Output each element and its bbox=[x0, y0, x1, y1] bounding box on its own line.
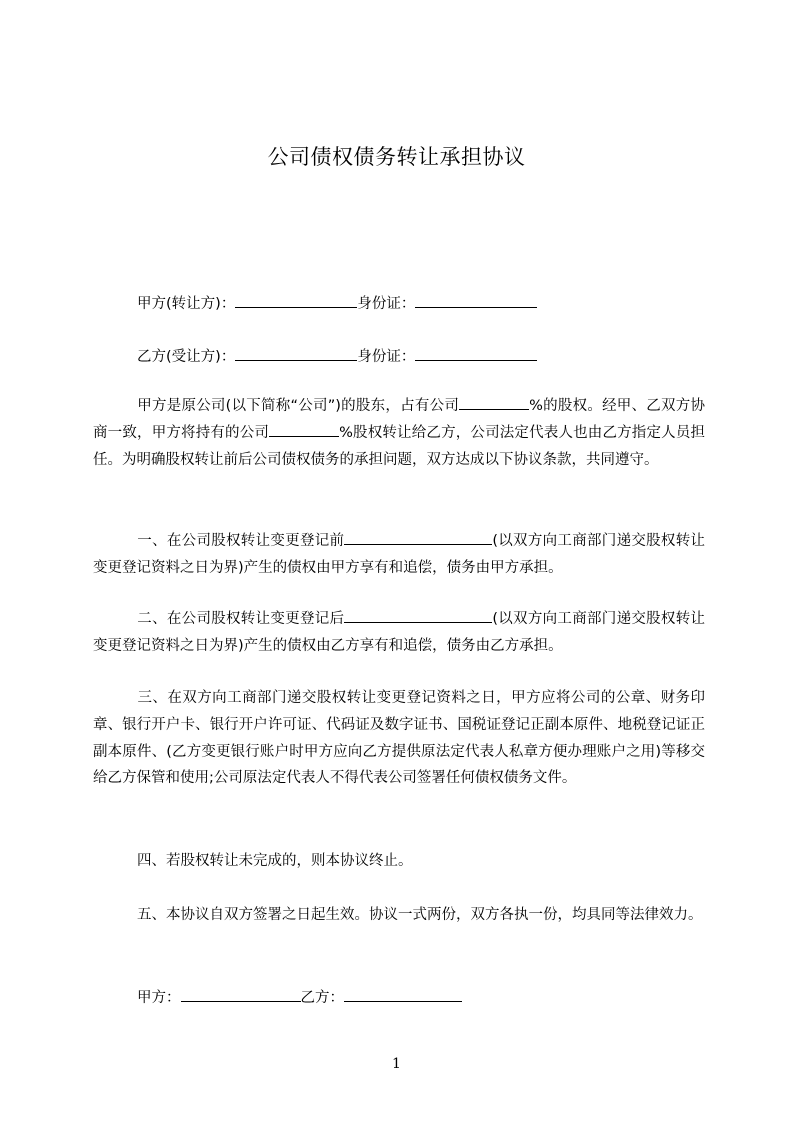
party-b-label: 乙方(受让方)： bbox=[137, 349, 236, 365]
preamble-paragraph: 甲方是原公司(以下简称“公司”)的股东，占有公司 %的股权。经甲、乙双方协商一致，甲方将持有的公司 %股权转让给乙方，公司法定代表人也由乙方指定人员担任。为明确股权转让前后公司债权债务的承担问题，双方达成以下协议条款，共同遵守。 bbox=[93, 393, 705, 473]
party-a-name-blank bbox=[235, 293, 357, 308]
clause-2-paragraph: 二、在公司股权转让变更登记后 (以双方向工商部门递交股权转让变更登记资料之日为界)产生的债权由乙方享有和追偿，债务由乙方承担。 bbox=[93, 606, 705, 660]
party-b-id-blank bbox=[415, 346, 537, 361]
clause-1-blank bbox=[344, 530, 492, 545]
party-a-label: 甲方(转让方)： bbox=[137, 296, 236, 312]
signature-party-b-blank bbox=[344, 987, 462, 1002]
party-a-id-blank bbox=[415, 293, 537, 308]
share-percent-blank-2 bbox=[269, 422, 339, 437]
clause-3-paragraph: 三、在双方向工商部门递交股权转让变更登记资料之日，甲方应将公司的公章、财务印章、银行开户卡、银行开户许可证、代码证及数字证书、国税证登记正副本原件、地税登记证正副本原件、(乙方变更银行账户时甲方应向乙方提供原法定代表人私章方便办理账户之用)等移交给乙方保管和使用;公司原法定代表人不得代表公司签署任何债权债务文件。 bbox=[93, 690, 705, 787]
clause-2-blank bbox=[344, 608, 492, 623]
document-title: 公司债权债务转让承担协议 bbox=[267, 145, 526, 169]
signature-line bbox=[137, 986, 462, 1007]
signature-party-a-label: 甲方： bbox=[137, 990, 181, 1006]
clause-5-paragraph: 五、本协议自双方签署之日起生效。协议一式两份，双方各执一份，均具同等法律效力。 bbox=[137, 907, 703, 923]
party-b-id-label: 身份证： bbox=[357, 349, 416, 365]
share-percent-blank-1 bbox=[459, 395, 529, 410]
party-b-name-blank bbox=[235, 346, 357, 361]
page-number: 1 bbox=[392, 1056, 401, 1072]
party-b-line bbox=[137, 345, 537, 366]
signature-party-b-label: 乙方： bbox=[300, 990, 344, 1006]
clause-4-paragraph: 四、若股权转让未完成的，则本协议终止。 bbox=[137, 853, 413, 869]
party-a-id-label: 身份证： bbox=[357, 296, 416, 312]
clause-1-paragraph: 一、在公司股权转让变更登记前 (以双方向工商部门递交股权转让变更登记资料之日为界)产生的债权由甲方享有和追偿，债务由甲方承担。 bbox=[93, 528, 705, 582]
signature-party-a-blank bbox=[181, 987, 301, 1002]
party-a-line bbox=[137, 292, 537, 313]
